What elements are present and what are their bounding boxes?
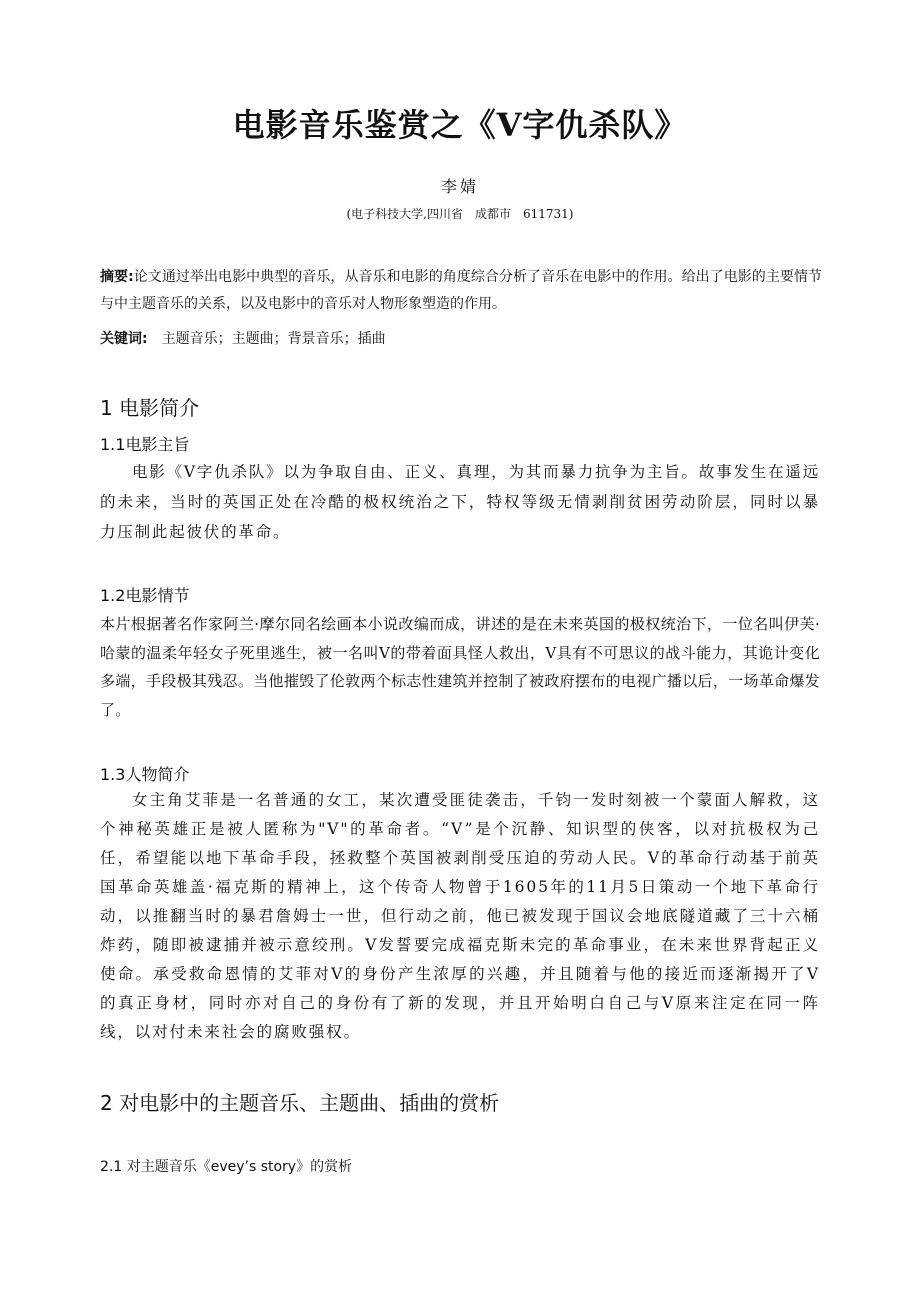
section-2-1-heading: 2.1 对主题音乐《evey’s story》的赏析 <box>100 1159 353 1175</box>
section-1-heading: 1 电影简介 <box>100 396 200 420</box>
section-1-3-paragraph: 女主角艾菲是一名普通的女工，某次遭受匪徒袭击，千钧一发时刻被一个蒙面人解救，这个神秘英雄正是被人匿称为"V"的革命者。“V”是个沉静、知识型的侠客，以对抗极权为己任，希望能以地下革命手段，拯救整个英国被剥削受压迫的劳动人民。V的革命行动基于前英国革命英雄盖·福克斯的精神上，这个传奇人物曾于1605年的11月5日策动一个地下革命行动，以推翻当时的暴君詹姆士一世，但行动之前，他已被发现于国议会地底隧道藏了三十六桶炸药，随即被逮捕并被示意绞刑。V发誓要完成福克斯未完的革命事业，在未来世界背起正义使命。承受救命恩情的艾菲对V的身份产生浓厚的兴趣，并且随着与他的接近而逐渐揭开了V的真正身材，同时亦对自己的身份有了新的发现，并且开始明白自己与V原来注定在同一阵线，以对付未来社会的腐败强权。 <box>100 791 820 1041</box>
section-2-heading: 2 对电影中的主题音乐、主题曲、插曲的赏析 <box>100 1091 500 1115</box>
section-1-2-paragraph: 本片根据著名作家阿兰·摩尔同名绘画本小说改编而成，讲述的是在未来英国的极权统治下，一位名叫伊芙·哈蒙的温柔年轻女子死里逃生，被一名叫V的带着面具怪人救出，V具有不可思议的战斗能力，其诡计变化多端，手段极其残忍。当他摧毁了伦敦两个标志性建筑并控制了被政府摆布的电视广播以后，一场革命爆发了。 <box>100 615 820 719</box>
section-1-3-heading: 1.3人物简介 <box>100 765 190 784</box>
section-1-2-heading: 1.2电影情节 <box>100 586 190 605</box>
section-1-1-heading: 1.1电影主旨 <box>100 435 190 454</box>
abstract-label: 摘要: <box>100 269 134 285</box>
author-affiliation: (电子科技大学,四川省 成都市 611731) <box>346 207 574 221</box>
keywords <box>100 327 822 351</box>
section-1-1-paragraph: 电影《V字仇杀队》以为争取自由、正义、真理，为其而暴力抗争为主旨。故事发生在遥远的未来，当时的英国正处在冷酷的极权统治之下，特权等级无情剥削贫困劳动阶层，同时以暴力压制此起彼伏的革命。 <box>100 463 820 541</box>
abstract <box>100 264 822 318</box>
author-name: 李婧 <box>440 177 479 196</box>
keywords-label: 关键词: <box>100 331 148 347</box>
abstract-text: 论文通过举出电影中典型的音乐，从音乐和电影的角度综合分析了音乐在电影中的作用。给出了电影的主要情节与中主题音乐的关系，以及电影中的音乐对人物形象塑造的作用。 <box>100 269 822 312</box>
paper-title: 电影音乐鉴赏之《V字仇杀队》 <box>232 106 688 144</box>
keywords-text: 主题音乐；主题曲；背景音乐；插曲 <box>161 331 386 347</box>
